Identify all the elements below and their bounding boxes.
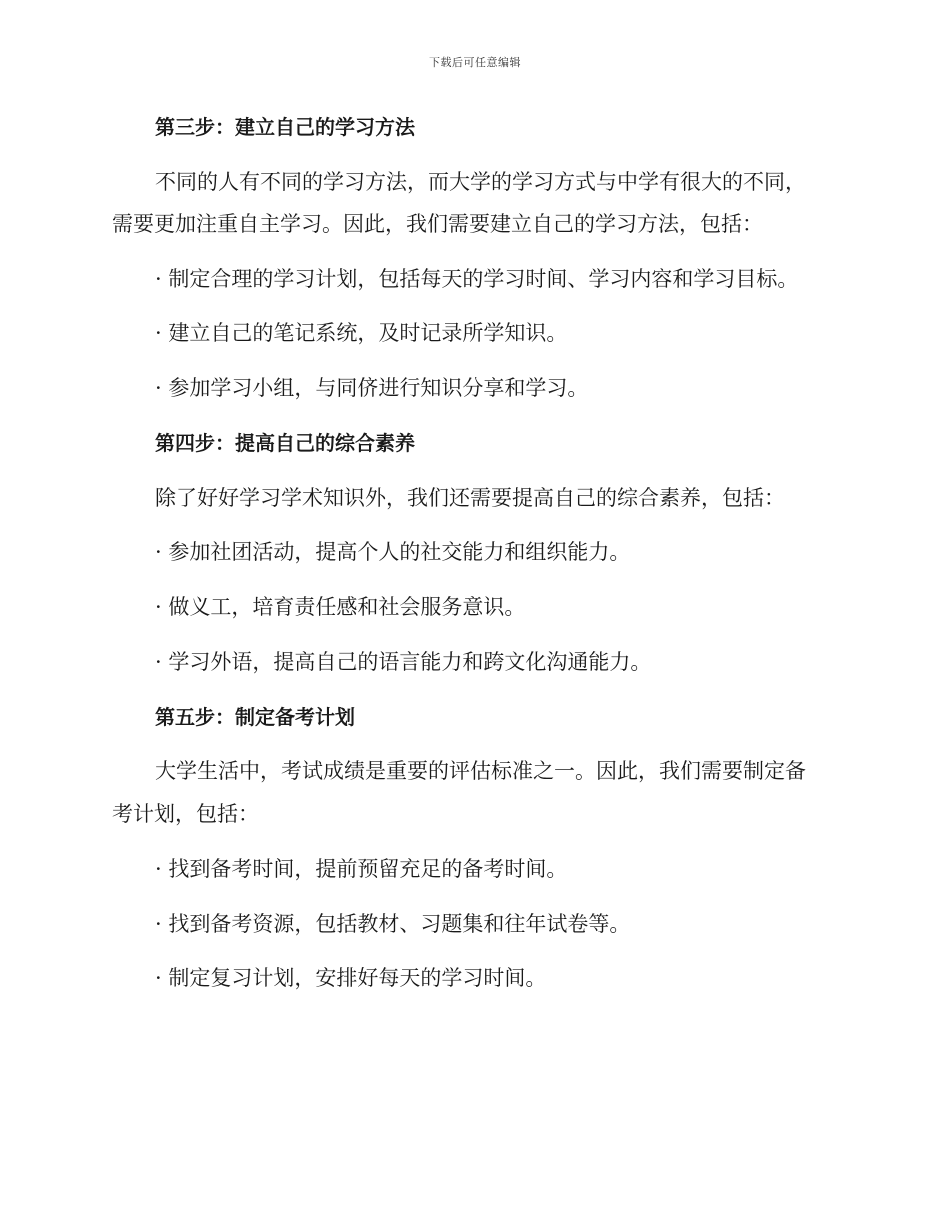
list-item: · 建立自己的笔记系统，及时记录所学知识。 <box>155 321 568 345</box>
list-item: · 学习外语，提高自己的语言能力和跨文化沟通能力。 <box>155 650 652 674</box>
paragraph-line: 大学生活中，考试成绩是重要的评估标准之一。因此，我们需要制定备 <box>155 759 806 783</box>
list-item: · 制定合理的学习计划，包括每天的学习时间、学习内容和学习目标。 <box>155 267 799 291</box>
paragraph-line: 除了好好学习学术知识外，我们还需要提高自己的综合素养，包括： <box>155 486 785 510</box>
paragraph-line: 考计划，包括： <box>112 802 259 826</box>
paragraph-line: 需要更加注重自主学习。因此，我们需要建立自己的学习方法，包括： <box>112 212 763 236</box>
section-heading-step5: 第五步：制定备考计划 <box>155 705 355 729</box>
list-item: · 找到备考资源，包括教材、习题集和往年试卷等。 <box>155 912 631 936</box>
list-item: · 做义工，培育责任感和社会服务意识。 <box>155 595 526 619</box>
list-item: · 制定复习计划，安排好每天的学习时间。 <box>155 966 547 990</box>
list-item: · 参加学习小组，与同侪进行知识分享和学习。 <box>155 376 589 400</box>
paragraph-line: 不同的人有不同的学习方法，而大学的学习方式与中学有很大的不同， <box>155 170 806 194</box>
header-note: 下载后可任意编辑 <box>429 56 521 69</box>
section-heading-step4: 第四步：提高自己的综合素养 <box>155 431 415 455</box>
section-heading-step3: 第三步：建立自己的学习方法 <box>155 115 415 139</box>
list-item: · 找到备考时间，提前预留充足的备考时间。 <box>155 857 568 881</box>
list-item: · 参加社团活动，提高个人的社交能力和组织能力。 <box>155 540 631 564</box>
